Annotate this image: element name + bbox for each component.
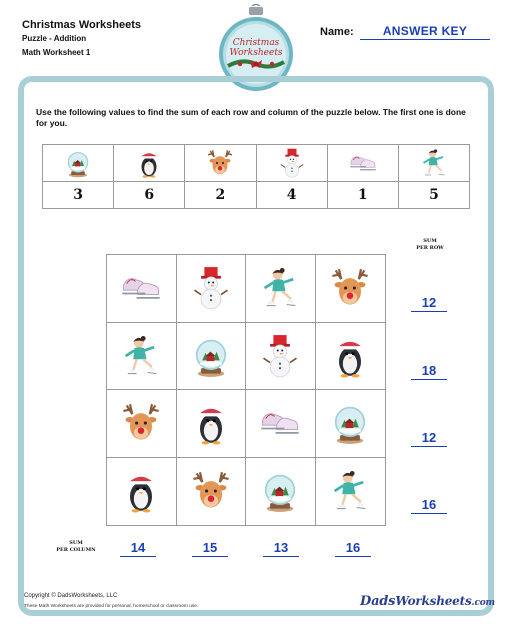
row-sum-answer[interactable]: 16 [411,497,447,514]
name-label: Name: [320,26,354,38]
grid-cell [246,255,316,323]
reindeer-icon [119,401,163,445]
copyright-text: Copyright © DadsWorksheets, LLC [24,593,118,599]
key-icon-slot [328,145,398,182]
worksheet-title: Christmas Worksheets [22,19,142,31]
grid-cell [107,458,177,526]
grid-cell [316,458,386,526]
key-cell [185,145,256,208]
snowman-icon [258,334,302,378]
key-cell [257,145,328,208]
value-key-table [42,144,470,209]
grid-cell [246,323,316,391]
row-sum-answer[interactable]: 12 [411,295,447,312]
reindeer-icon [205,148,235,178]
column-sum-answer[interactable]: 13 [263,540,299,557]
ice-skates-icon [258,401,302,445]
sum-per-row-heading-line2: PER ROW [416,245,444,251]
snow-globe-icon [189,334,233,378]
grid-cell [177,390,247,458]
name-field-value[interactable]: ANSWER KEY [382,24,468,38]
ice-skates-icon [348,148,378,178]
sum-per-row-heading-line1: SUM [423,238,437,244]
reindeer-icon [189,469,233,513]
brand-rest: Worksheets [395,594,472,608]
worksheet-subtitle: Puzzle - Addition [22,34,87,43]
key-cell [328,145,399,208]
row-sum-answer[interactable]: 12 [411,430,447,447]
ornament-text-line2: Worksheets [229,48,283,58]
puzzle-grid [106,254,386,526]
key-value: 5 [429,187,439,203]
penguin-icon [189,401,233,445]
grid-cell [107,255,177,323]
key-value: 3 [73,187,83,203]
key-icon-slot [399,145,469,182]
snow-globe-icon [63,148,93,178]
sum-per-column-heading-line1: SUM [69,540,83,546]
sum-per-column-heading [54,540,98,554]
name-underline [360,39,490,40]
snowman-icon [189,266,233,310]
penguin-icon [134,148,164,178]
instructions-text: Use the following values to find the sum of each row and column of the puzzle below. The first one is done for you. [36,107,466,128]
dadsworksheets-logo [360,594,495,609]
worksheet-number: Math Worksheet 1 [22,48,91,57]
key-value: 2 [215,187,226,203]
penguin-icon [119,469,163,513]
column-sum-answer[interactable]: 15 [192,540,228,557]
ice-skates-icon [119,266,163,310]
key-value: 1 [357,187,368,203]
column-sum-answer[interactable]: 14 [120,540,156,557]
key-value: 6 [144,187,155,203]
snowman-icon [277,148,307,178]
key-icon-slot [43,145,113,182]
skater-girl-icon [419,148,449,178]
penguin-icon [328,334,372,378]
grid-cell [107,390,177,458]
key-cell [43,145,114,208]
brand-tld: .com [471,598,495,608]
grid-cell [177,458,247,526]
key-value: 4 [286,187,297,203]
key-cell [399,145,469,208]
brand-main: Dads [360,594,396,609]
grid-cell [177,255,247,323]
snow-globe-icon [328,401,372,445]
skater-girl-icon [328,469,372,513]
reindeer-icon [328,266,372,310]
worksheet-header [22,18,141,60]
column-sum-answer[interactable]: 16 [335,540,371,557]
row-sum-answer[interactable]: 18 [411,363,447,380]
grid-cell [107,323,177,391]
grid-cell [246,390,316,458]
grid-cell [316,255,386,323]
snow-globe-icon [258,469,302,513]
skater-girl-icon [258,266,302,310]
grid-cell [316,323,386,391]
grid-cell [246,458,316,526]
key-icon-slot [114,145,184,182]
skater-girl-icon [119,334,163,378]
sum-per-row-heading [410,238,450,252]
usage-note: These Math Worksheets are provided for personal, homeschool or classroom use. [24,604,199,609]
sum-per-column-heading-line2: PER COLUMN [56,547,96,553]
key-cell [114,145,185,208]
key-icon-slot [257,145,327,182]
grid-cell [177,323,247,391]
key-icon-slot [185,145,255,182]
grid-cell [316,390,386,458]
ornament-text-line1: Christmas [232,38,280,48]
